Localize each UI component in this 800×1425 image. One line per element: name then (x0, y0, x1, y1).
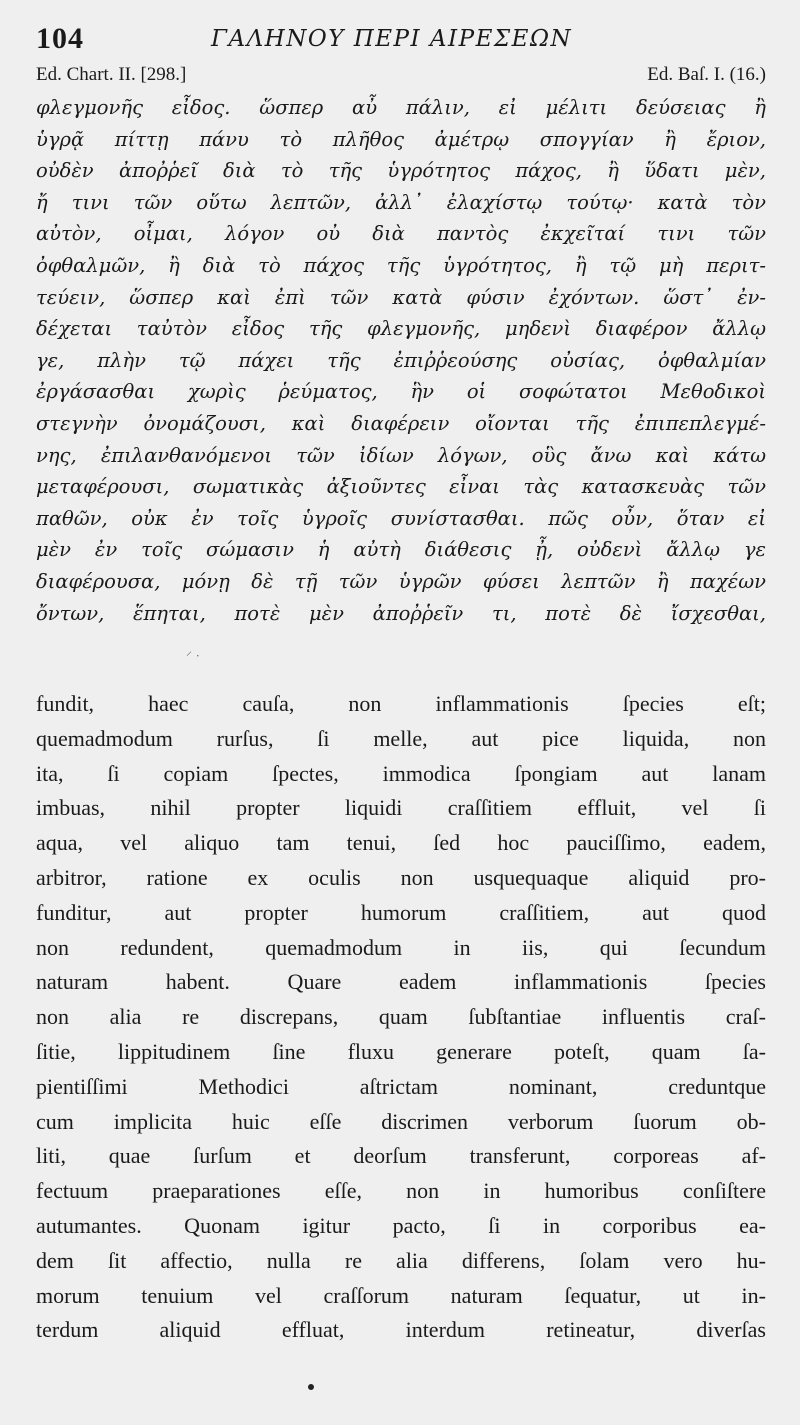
greek-line: μὲν ἐν τοῖς σώμασιν ἡ αὐτὴ διάθεσις ᾖ, οὐδενὶ ἄλλῳ γε (36, 538, 766, 562)
latin-line: ſitie, lippitudinem ſine fluxu generare poteſt, quam ſa- (36, 1039, 766, 1065)
greek-line: φλεγμονῆς εἶδος. ὥσπερ αὖ πάλιν, εἰ μέλιτι δεύσειας ἢ (36, 96, 766, 119)
running-title: ΓΑΛΗΝΟΥ ΠΕΡΙ ΑΙΡΕΣΕΩΝ (211, 26, 573, 52)
latin-line: funditur, aut propter humorum craſſitiem, aut quod (36, 899, 766, 925)
latin-line: quemadmodum rurſus, ſi melle, aut pice liquida, non (36, 725, 766, 751)
latin-line: fundit, haec cauſa, non inflammationis ſpecies eſt; (36, 691, 766, 717)
stray-mark: ⸍ · (186, 649, 200, 664)
edition-references (36, 62, 766, 92)
greek-line: τεύειν, ὥσπερ καὶ ἐπὶ τῶν κατὰ φύσιν ἐχόντων. ὥστ᾽ ἐν- (36, 285, 766, 309)
edition-reference-left: Ed. Chart. II. [298.] (36, 64, 187, 85)
latin-line: autumantes. Quonam igitur pacto, ſi in corporibus ea- (36, 1213, 766, 1239)
greek-text-block (36, 92, 766, 629)
greek-line: ἐργάσασθαι χωρὶς ῥεύματος, ἣν οἱ σοφώτατοι Μεθοδικοὶ (36, 380, 766, 404)
latin-text-block (36, 687, 766, 1348)
greek-line: ὄντων, ἕπηται, ποτὲ μὲν ἀποῤῥεῖν τι, ποτὲ δὲ ἴσχεσθαι, (36, 601, 766, 625)
latin-line: non redundent, quemadmodum in iis, qui ſecundum (36, 934, 766, 960)
section-gap (36, 629, 766, 687)
running-head (36, 22, 766, 62)
greek-line: δέχεται ταὐτὸν εἶδος τῆς φλεγμονῆς, μηδενὶ διαφέρον ἄλλῳ (36, 317, 766, 341)
greek-line: ὑγρᾷ πίττῃ πάνυ τὸ πλῆθος ἀμέτρῳ σπογγίαν ἢ ἔριον, (36, 127, 766, 151)
greek-line: μεταφέρουσι, σωματικὰς ἀξιοῦντες εἶναι τὰς κατασκευὰς τῶν (36, 475, 766, 499)
latin-line: arbitror, ratione ex oculis non usquequaque aliquid pro- (36, 865, 766, 891)
latin-line: naturam habent. Quare eadem inflammationis ſpecies (36, 969, 766, 995)
latin-line: ita, ſi copiam ſpectes, immodica ſpongiam aut lanam (36, 760, 766, 786)
latin-line: pientiſſimi Methodici aſtrictam nominant, creduntque (36, 1073, 766, 1099)
footer-dot (308, 1384, 314, 1390)
latin-line: cum implicita huic eſſe discrimen verborum ſuorum ob- (36, 1108, 766, 1134)
latin-line: imbuas, nihil propter liquidi craſſitiem effluit, vel ſi (36, 795, 766, 821)
greek-line: διαφέρουσα, μόνῃ δὲ τῇ τῶν ὑγρῶν φύσει λεπτῶν ἢ παχέων (36, 569, 766, 593)
greek-line: γε, πλὴν τῷ πάχει τῆς ἐπιῤῥεούσης οὐσίας, ὀφθαλμίαν (36, 348, 766, 372)
latin-line: aqua, vel aliquo tam tenui, ſed hoc pauciſſimo, eadem, (36, 830, 766, 856)
greek-line: ὀφθαλμῶν, ἢ διὰ τὸ πάχος τῆς ὑγρότητος, ἢ τῷ μὴ περιτ- (36, 253, 766, 277)
greek-line: οὐδὲν ἀποῤῥεῖ διὰ τὸ τῆς ὑγρότητος πάχος, ἢ ὕδατι μὲν, (36, 159, 766, 183)
latin-line: liti, quae ſurſum et deorſum transferunt, corporeas af- (36, 1143, 766, 1169)
page-number: 104 (36, 22, 84, 55)
latin-line: fectuum praeparationes eſſe, non in humoribus conſiſtere (36, 1178, 766, 1204)
greek-line: παθῶν, οὐκ ἐν τοῖς ὑγροῖς συνίστασθαι. πῶς οὖν, ὅταν εἰ (36, 506, 766, 530)
edition-reference-right: Ed. Baſ. I. (16.) (647, 64, 766, 85)
latin-line: non alia re discrepans, quam ſubſtantiae influentis craſ- (36, 1004, 766, 1030)
greek-line: αὐτὸν, οἶμαι, λόγον οὐ διὰ παντὸς ἐκχεῖταί τινι τῶν (36, 222, 766, 246)
latin-line: terdum aliquid effluat, interdum retineatur, diverſas (36, 1317, 766, 1343)
latin-line: morum tenuium vel craſſorum naturam ſequatur, ut in- (36, 1282, 766, 1308)
greek-line: ἤ τινι τῶν οὕτω λεπτῶν, ἀλλ᾽ ἐλαχίστῳ τούτῳ· κατὰ τὸν (36, 190, 766, 214)
latin-line: dem ſit affectio, nulla re alia differens, ſolam vero hu- (36, 1247, 766, 1273)
greek-line: στεγνὴν ὀνομάζουσι, καὶ διαφέρειν οἴονται τῆς ἐπιπεπλεγμέ- (36, 411, 766, 435)
greek-line: νης, ἐπιλανθανόμενοι τῶν ἰδίων λόγων, οὓς ἄνω καὶ κάτω (36, 443, 766, 467)
